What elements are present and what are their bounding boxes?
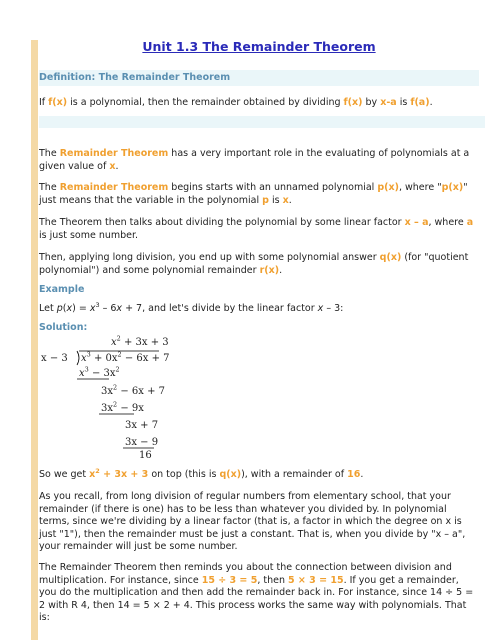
final-remainder: 16 (139, 450, 152, 461)
page-title[interactable]: Unit 1.3 The Remainder Theorem (142, 39, 376, 54)
paragraph-begins: The Remainder Theorem begins starts with an unnamed polynomial p(x), where "p(x)" just means that the variable in the polynomial p is x. (39, 182, 468, 206)
document-body (39, 0, 486, 640)
definition-heading: Definition: The Remainder Theorem (39, 70, 479, 86)
highlight-band (39, 116, 485, 128)
quotient: $x^2 + 3x + 3$ (111, 334, 169, 348)
paragraph-recall: As you recall, from long division of regular numbers from elementary school, that your remainder (if there is one) has to be less than whatever you divided by. In polynomial terms, since we're dividing by a linear factor (that is, a factor in which the degree on x is just "1"), then the remainder must be just a constant. That is, when you divide by "x – a", your remainder will just be some number. (39, 491, 466, 552)
example-statement: Let $p(x) = x^3 - 6x + 7$, and let's divide by the linear factor x – 3: (39, 300, 344, 314)
paragraph-multiplication: The Remainder Theorem then reminds you about the connection between division and multiplication. For instance, since 15 ÷ 3 = 5, then 5 × 3 = 15. If you get a remainder, you do the multiplication and then add the remainder back in. For instance, since 14 ÷ 5 = 2 with R 4, then 14 = 5 × 2 + 4. This process works the same way with polynomials. That is: (39, 562, 474, 623)
paragraph-long-division: Then, applying long division, you end up with some polynomial answer q(x) (for "quotient polynomial") and some polynomial remainder r(x). (39, 252, 469, 276)
divisor: x − 3 (41, 353, 68, 364)
definition-text: If f(x) is a polynomial, then the remainder obtained by dividing f(x) by x-a is f(a). (39, 97, 433, 108)
subtract-step-1: $x^3 - 3x^2$ (79, 365, 120, 379)
remainder-step-1: $3x^2 - 6x + 7$ (101, 383, 165, 397)
solution-heading: Solution: (39, 322, 88, 333)
dividend: $x^3 + 0x^2 - 6x + 7$ (81, 350, 170, 364)
subtract-step-2: $3x^2 - 9x$ (101, 400, 144, 414)
result-statement: So we get $x^2 + 3x + 3$ on top (this is q(x)), with a remainder of 16. (39, 466, 364, 480)
paragraph-role: The Remainder Theorem has a very important role in the evaluating of polynomials at a given value of x. (39, 148, 470, 172)
paragraph-linear-factor: The Theorem then talks about dividing the polynomial by some linear factor x – a, where a is just some number. (39, 217, 474, 241)
left-accent-bar (31, 40, 38, 640)
example-heading: Example (39, 284, 85, 295)
remainder-step-2: 3x + 7 (125, 420, 159, 431)
subtract-step-3: 3x − 9 (125, 437, 159, 448)
long-division-figure (39, 336, 199, 460)
